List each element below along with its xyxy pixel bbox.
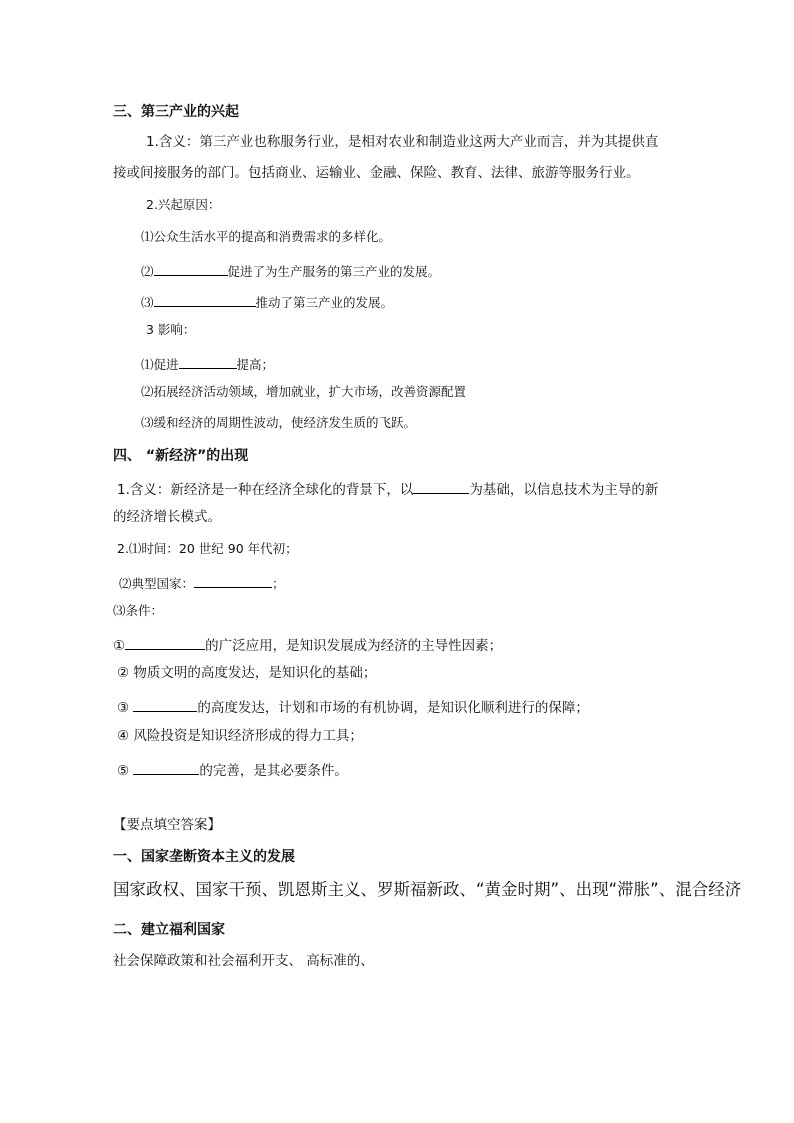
section-4-time: 2.⑴时间：20 世纪 90 年代初； — [117, 541, 298, 556]
section-3-impact-label: 3 影响： — [146, 322, 196, 337]
section-4-definition-line-2: 的经济增长模式。 — [113, 509, 221, 525]
section-4-condition-1 — [113, 636, 502, 654]
section-4-title: 四、 “新经济”的出现 — [113, 448, 249, 464]
section-3-impact-1 — [141, 355, 274, 372]
definition-text: 为基础，以信息技术为主导的新 — [469, 482, 659, 498]
fill-blank[interactable] — [154, 262, 228, 276]
answers-section-2-text: 社会保障政策和社会福利开支、 高标准的、 — [113, 953, 374, 969]
impact-1-text: 提高； — [236, 357, 275, 372]
fill-blank[interactable] — [179, 355, 237, 369]
section-3-definition-line-2: 接或间接服务的部门。包括商业、运输业、金融、保险、教育、法律、旅游等服务行业。 — [113, 165, 640, 181]
section-3-title: 三、第三产业的兴起 — [113, 104, 239, 120]
condition-3-prefix: ③ — [117, 700, 134, 716]
condition-3-text: 的高度发达，计划和市场的有机协调，是知识化顺利进行的保障； — [197, 700, 589, 716]
fill-blank[interactable] — [133, 698, 197, 712]
reason-2-text: 促进了为生产服务的第三产业的发展。 — [227, 264, 441, 279]
section-3-impact-3: ⑶缓和经济的周期性波动，使经济发生质的飞跃。 — [141, 415, 417, 430]
section-3-definition-line-1: 1.含义：第三产业也称服务行业，是相对农业和制造业这两大产业而言，并为其提供直 — [146, 134, 659, 150]
section-4-condition-4: ④ 风险投资是知识经济形成的得力工具； — [117, 728, 363, 744]
answers-section-1-title: 一、国家垄断资本主义的发展 — [113, 849, 295, 865]
section-4-conditions-label: ⑶条件： — [113, 603, 164, 618]
section-3-reason-1: ⑴公众生活水平的提高和消费需求的多样化。 — [141, 229, 392, 244]
section-3-reason-3 — [141, 293, 393, 310]
impact-1-prefix: ⑴促进 — [141, 357, 179, 372]
condition-1-prefix: ① — [113, 638, 126, 654]
fill-blank[interactable] — [413, 480, 469, 494]
reason-2-prefix: ⑵ — [141, 264, 154, 279]
condition-5-text: 的完善，是其必要条件。 — [199, 763, 348, 779]
answers-section-2-title: 二、建立福利国家 — [113, 922, 225, 938]
section-3-reasons-label: 2.兴起原因： — [146, 197, 221, 212]
section-4-condition-2: ② 物质文明的高度发达，是知识化的基础； — [117, 665, 377, 681]
condition-5-prefix: ⑤ — [117, 763, 134, 779]
fill-blank[interactable] — [154, 293, 256, 307]
reason-3-prefix: ⑶ — [141, 295, 154, 310]
fill-blank[interactable] — [133, 761, 199, 775]
section-4-typical-country — [119, 574, 285, 591]
typical-country-prefix: ⑵典型国家： — [119, 576, 195, 591]
section-3-reason-2 — [141, 262, 440, 279]
section-3-impact-2: ⑵拓展经济活动领域，增加就业，扩大市场，改善资源配置 — [141, 384, 467, 399]
fill-blank[interactable] — [125, 636, 205, 650]
answers-section-1-text: 国家政权、国家干预、凯恩斯主义、罗斯福新政、“黄金时期”、出现“滞胀”、混合经济 — [113, 880, 742, 899]
section-4-condition-5 — [117, 761, 348, 779]
definition-prefix: 1.含义：新经济是一种在经济全球化的背景下，以 — [117, 482, 414, 498]
typical-country-suffix: ； — [272, 576, 285, 591]
condition-1-text: 的广泛应用，是知识发展成为经济的主导性因素； — [205, 638, 503, 654]
answers-title: 【要点填空答案】 — [113, 817, 221, 833]
reason-3-text: 推动了第三产业的发展。 — [255, 295, 394, 310]
fill-blank[interactable] — [194, 574, 272, 588]
section-4-condition-3 — [117, 698, 589, 716]
section-4-definition-line-1 — [117, 480, 658, 498]
